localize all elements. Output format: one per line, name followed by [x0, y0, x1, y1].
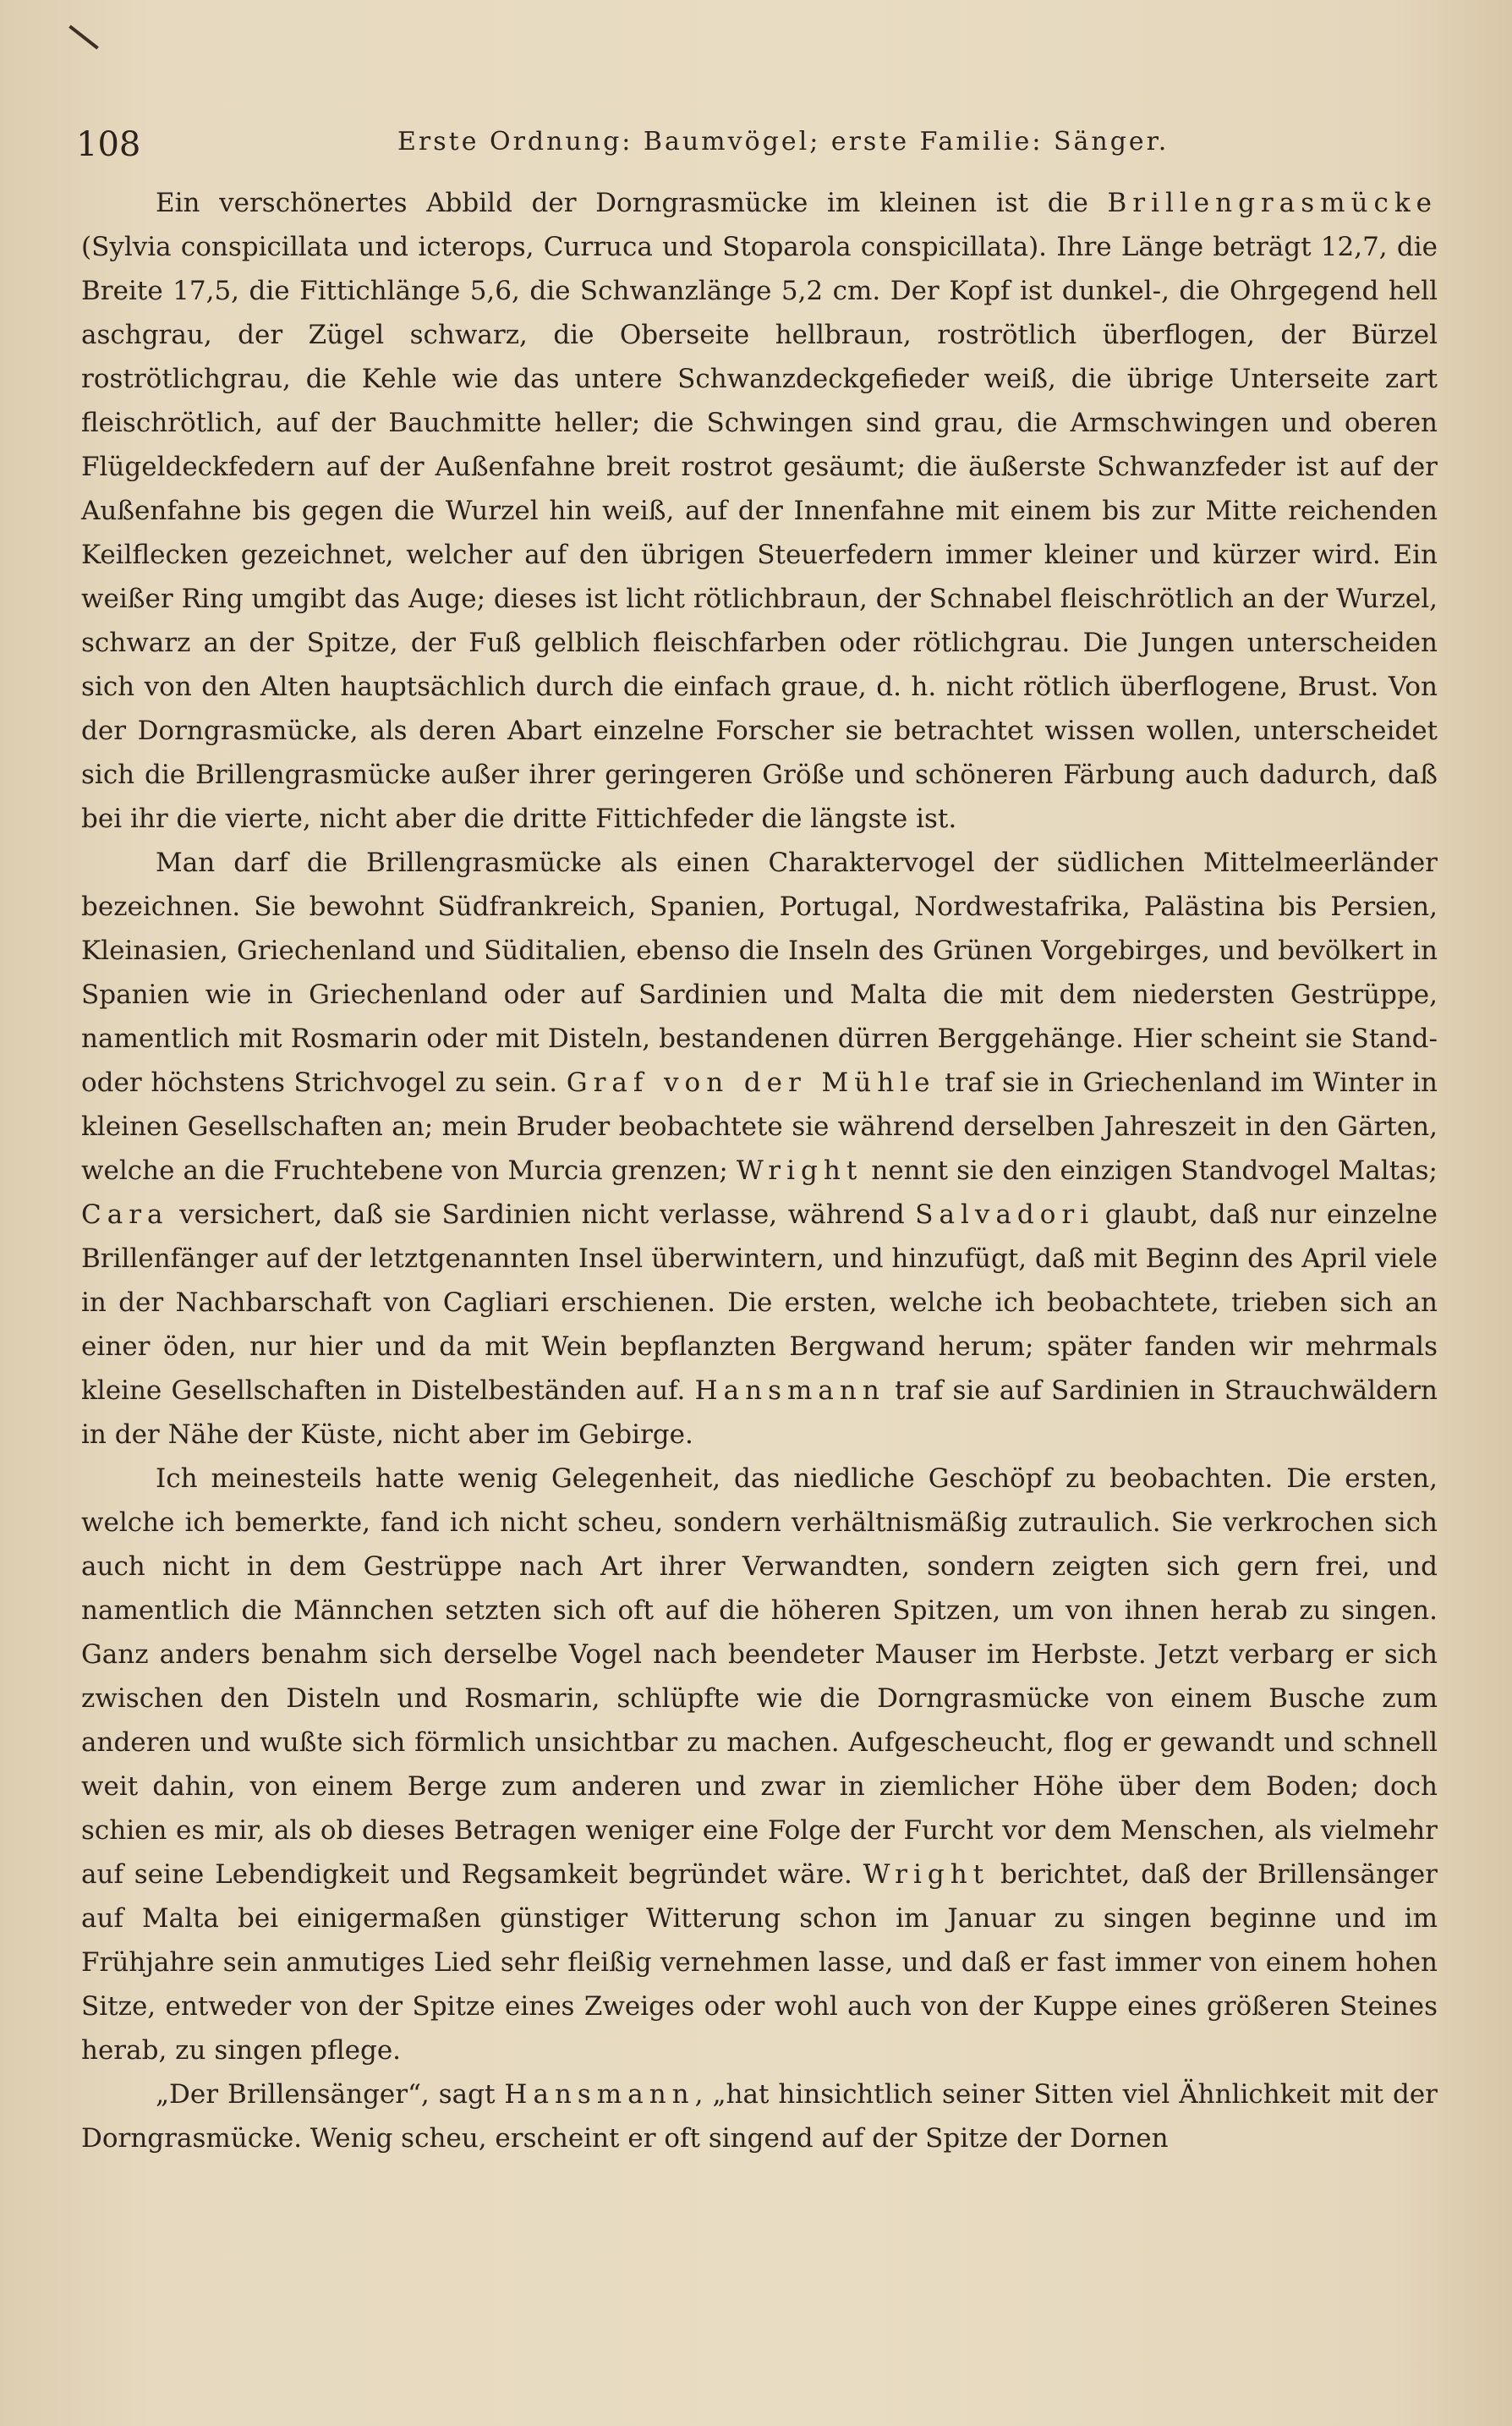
paragraph-text: glaubt, daß nur einzelne Brillenfänger auf der letztgenannten Insel überwintern, und hinzufügt, daß mit Beginn des April viele in der Nachbarschaft von Cagliari erschienen. Die ersten, welche ich beobachtete, trieben sich an einer öden, nur hier und da mit Wein bepflanzten Bergwand herum; später fanden wir mehrmals kleine Gesellschaften in Distelbeständen auf.: [81, 1199, 1438, 1406]
paragraph-text: Ein verschönertes Abbild der Dorngrasmücke im kleinen ist die: [156, 188, 1108, 218]
person-name: Hansmann: [694, 1375, 885, 1406]
pencil-mark: [68, 25, 99, 49]
species-name: Brillengrasmücke: [1107, 188, 1438, 218]
paragraph-text: Ich meinesteils hatte wenig Gelegenheit, das niedliche Geschöpf zu beobachten. Die ersten, welche ich bemerkte, fand ich nicht scheu, sondern verhältnismäßig zutraulich. Sie verkrochen sich auch nicht in dem Gestrüppe nach Art ihrer Verwandten, sondern zeigten sich gern frei, und namentlich die Männchen setzten sich oft auf die höheren Spitzen, um von ihnen herab zu singen. Ganz anders benahm sich derselbe Vogel nach beendeter Mauser im Herbste. Jetzt verbarg er sich zwischen den Disteln und Rosmarin, schlüpfte wie die Dorngrasmücke von einem Busche zum anderen und wußte sich förmlich unsichtbar zu machen. Aufgescheucht, flog er gewandt und schnell weit dahin, von einem Berge zum anderen und zwar in ziemlicher Höhe über dem Boden; doch schien es mir, als ob dieses Betragen weniger eine Folge der Furcht vor dem Menschen, als vielmehr auf seine Lebendigkeit und Regsamkeit begründet wäre.: [81, 1463, 1438, 1890]
paragraph-text: traf sie auf Sardinien in Strauchwäldern in der Nähe der Küste, nicht aber im Gebirge.: [81, 1375, 1438, 1450]
paragraph-text: traf sie in Griechenland im Winter in kleinen Gesellschaften an; mein Bruder beobachtete sie während derselben Jahreszeit in den Gärten, welche an die Fruchtebene von Murcia grenzen;: [81, 1068, 1438, 1186]
paragraph-3: [81, 1457, 1438, 2072]
person-name: Salvadori: [915, 1199, 1095, 1230]
page-number: 108: [76, 125, 141, 164]
person-name: Hansmann: [504, 2079, 695, 2110]
paragraph-text: Man darf die Brillengrasmücke als einen Charaktervogel der südlichen Mittelmeerländer bezeichnen. Sie bewohnt Südfrankreich, Spanien, Portugal, Nordwestafrika, Palästina bis Persien, Kleinasien, Griechenland und Süditalien, ebenso die Inseln des Grünen Vorgebirges, und bevölkert in Spanien wie in Griechenland oder auf Sardinien und Malta die mit dem niedersten Gestrüppe, namentlich mit Rosmarin oder mit Disteln, bestandenen dürren Berggehänge. Hier scheint sie Stand- oder höchstens Strichvogel zu sein.: [81, 848, 1438, 1098]
paragraph-text: „Der Brillensänger“, sagt: [156, 2079, 505, 2110]
person-name: Cara: [81, 1199, 169, 1230]
paragraph-1: [81, 181, 1438, 841]
running-title: Erste Ordnung: Baumvögel; erste Familie: Sänger.: [397, 127, 1170, 156]
person-name: Graf von der Mühle: [566, 1068, 936, 1098]
page-header: [76, 110, 1438, 169]
person-name: Wright: [863, 1859, 990, 1890]
body-text: [81, 181, 1438, 2160]
paragraph-text: berichtet, daß der Brillensänger auf Malta bei einigermaßen günstiger Witterung schon im Januar zu singen beginne und im Frühjahre sein anmutiges Lied sehr fleißig vernehmen lasse, und daß er fast immer von einem hohen Sitze, entweder von der Spitze eines Zweiges oder wohl auch von der Kuppe eines größeren Steines herab, zu singen pflege.: [81, 1859, 1438, 2066]
paragraph-text: , „hat hinsichtlich seiner Sitten viel Ähnlichkeit mit der Dorngrasmücke. Wenig scheu, erscheint er oft singend auf der Spitze der Dornen: [81, 2079, 1438, 2154]
person-name: Wright: [736, 1155, 863, 1186]
paragraph-text: versichert, daß sie Sardinien nicht verlasse, während: [168, 1199, 916, 1230]
paragraph-text: (Sylvia conspicillata und icterops, Curruca und Stoparola conspicillata). Ihre Länge beträgt 12,7, die Breite 17,5, die Fittichlänge 5,6, die Schwanzlänge 5,2 cm. Der Kopf ist dunkel-, die Ohrgegend hell aschgrau, der Zügel schwarz, die Oberseite hellbraun, roströtlich überflogen, der Bürzel roströtlichgrau, die Kehle wie das untere Schwanzdeckgefieder weiß, die übrige Unterseite zart fleischrötlich, auf der Bauchmitte heller; die Schwingen sind grau, die Armschwingen und oberen Flügeldeckfedern auf der Außenfahne breit rostrot gesäumt; die äußerste Schwanzfeder ist auf der Außenfahne bis gegen die Wurzel hin weiß, auf der Innenfahne mit einem bis zur Mitte reichenden Keilflecken gezeichnet, welcher auf den übrigen Steuerfedern immer kleiner und kürzer wird. Ein weißer Ring umgibt das Auge; dieses ist licht rötlichbraun, der Schnabel fleischrötlich an der Wurzel, schwarz an der Spitze, der Fuß gelblich fleischfarben oder rötlichgrau. Die Jungen unterscheiden sich von den Alten hauptsächlich durch die einfach graue, d. h. nicht rötlich überflogene, Brust. Von der Dorngrasmücke, als deren Abart einzelne Forscher sie betrachtet wissen wollen, unterscheidet sich die Brillengrasmücke außer ihrer geringeren Größe und schöneren Färbung auch dadurch, daß bei ihr die vierte, nicht aber die dritte Fittichfeder die längste ist.: [81, 232, 1438, 834]
paragraph-text: nennt sie den einzigen Standvogel Maltas;: [863, 1155, 1438, 1186]
paragraph-4: [81, 2072, 1438, 2160]
paragraph-2: [81, 841, 1438, 1457]
